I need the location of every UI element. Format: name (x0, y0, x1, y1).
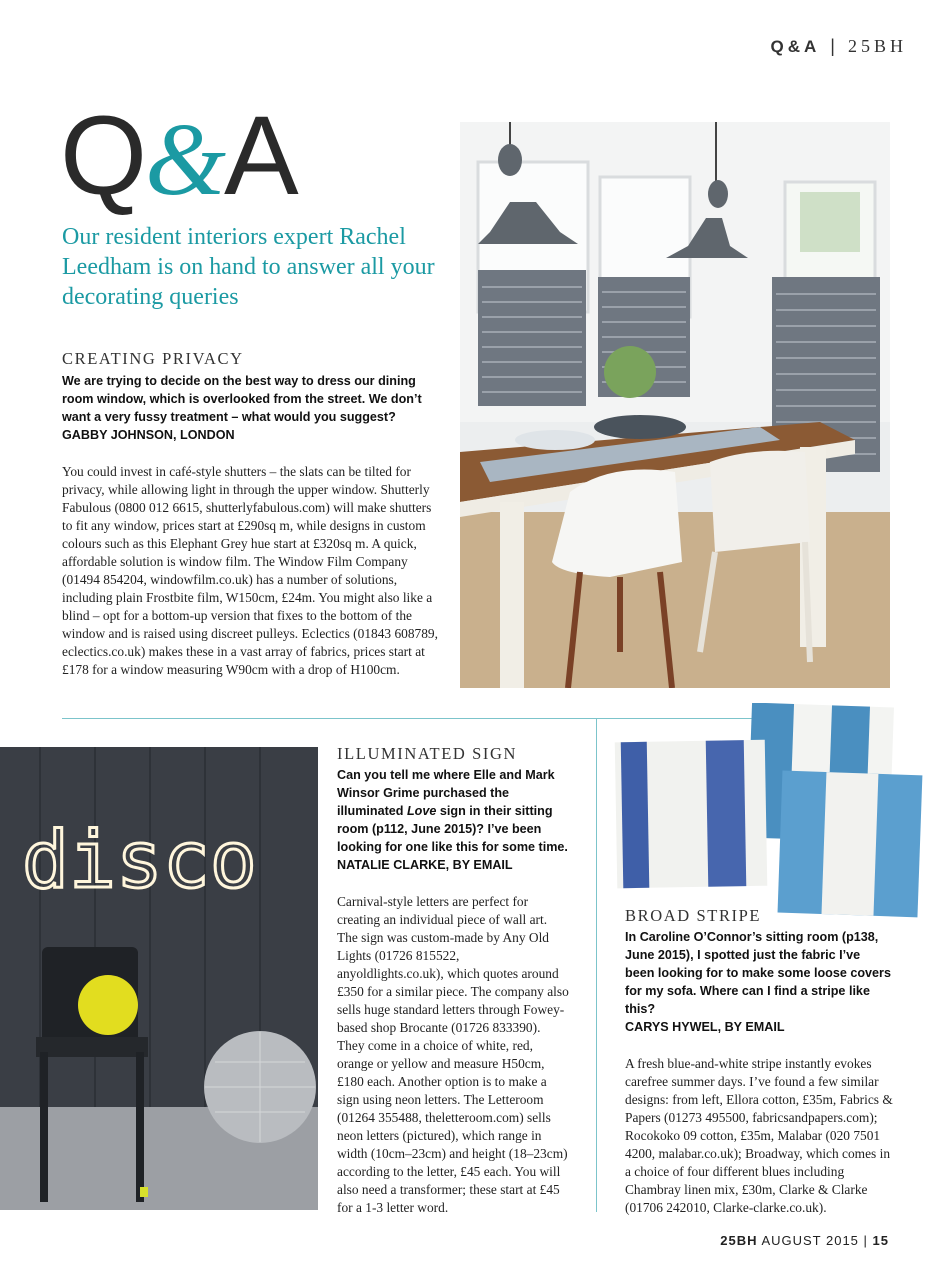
sign-question-emphasis: Love (406, 804, 437, 818)
stripe-answer: A fresh blue-and-white stripe instantly evokes carefree summer days. I’ve found a few similar designs: from left, Ellora cotton, £35m, Fabrics & Papers (01273 495500, fabricsandpapers.com); Rocokoko 09 cotton, £35m, Malabar (020 7501 4200, malabar.co.uk); Broadway, which comes in a choice of four different blues including Chambray linen mix, £30m, Clarke & Clarke (01706 242010, Clarke-clarke.co.uk). (625, 1056, 893, 1215)
ellora-swatch (615, 740, 768, 889)
privacy-question: We are trying to decide on the best way to dress our dining room window, which is overlooked from the street. We don’t want a very fussy treatment – what would you suggest? (62, 374, 422, 424)
stripe-asker: CARYS HYWEL, BY EMAIL (625, 1020, 785, 1034)
privacy-asker: GABBY JOHNSON, LONDON (62, 428, 235, 442)
yellow-balloon (78, 975, 138, 1035)
title-ampersand: & (145, 102, 225, 217)
privacy-heading: CREATING PRIVACY (62, 349, 244, 368)
stripe-question: In Caroline O’Connor’s sitting room (p138, June 2015), I spotted just the fabric I’ve been looking for to make some loose covers for my sofa. Where can I find a stripe like this? (625, 930, 891, 1016)
section-label: Q&A (770, 37, 821, 56)
stripe-section (625, 906, 893, 1217)
section-divider-vertical (596, 718, 597, 1212)
sign-question-text: Can you tell me where Elle and Mark Winsor Grime purchased the illuminated (337, 768, 555, 818)
page-number: 15 (872, 1233, 889, 1248)
footer-issue: AUGUST 2015 (761, 1233, 859, 1248)
stripe-heading: BROAD STRIPE (625, 906, 762, 925)
rocokoko-swatch (778, 771, 923, 918)
title-a: A (224, 93, 297, 218)
sign-answer: Carnival-style letters are perfect for creating an individual piece of wall art. The sign was custom-made by Any Old Lights (01726 815522, anyoldlights.co.uk), which quotes around £350 for a similar piece. The company also sells huge standard letters through Fowey-based shop Brocante (01726 833390). They come in a choice of white, red, orange or yellow and measure H50cm, £180 each. Another option is to make a sign using neon letters. The Letteroom (01264 355488, theletteroom.com) sells neon letters (pictured), which range in width (10cm–23cm) and height (18–23cm) according to the letter, £45 each. You will also need a transformer; these start at £45 for a 1-3 letter word. (337, 894, 569, 1215)
sign-asker: NATALIE CLARKE, BY EMAIL (337, 858, 513, 872)
privacy-answer: You could invest in café-style shutters – the slats can be tilted for privacy, while allowing light in through the upper window. Shutterly Fabulous (0800 012 6615, shutterlyfabulous.com) will make shutters to fit any window, prices start at £290sq m, while designs in custom colours such as this Elephant Grey hue start at £320sq m. A quick, affordable solution is window film. The Window Film Company (01494 854204, windowfilm.co.uk) has a number of solutions, including plain Frostbite film, W150cm, £24m. You might also like a blind – opt for a bottom-up version that fixes to the bottom of the window and is raised using discreet pulleys. Eclectics (01843 608789, eclectics.co.uk) makes these in a vast array of fabrics, prices start at £178 for a window measuring W90cm with a drop of H100cm. (62, 464, 438, 677)
footer-brand: 25BH (720, 1233, 758, 1248)
header-divider: | (830, 36, 838, 56)
sign-question-text-end: sign in their sitting room (p112, June 2015)? I’ve been looking for one like this for some time. (337, 804, 568, 854)
neon-disco-sign: disco (22, 816, 257, 906)
sign-heading: ILLUMINATED SIGN (337, 744, 518, 763)
dining-room-photo (460, 122, 890, 688)
intro-standfirst: Our resident interiors expert Rachel Leedham is on hand to answer all your decorating queries (62, 224, 435, 310)
running-header (771, 36, 907, 57)
header-brand: 25BH (847, 36, 907, 56)
privacy-section (62, 349, 442, 679)
sign-section (337, 744, 569, 1217)
page-footer (720, 1233, 889, 1248)
neon-disco-photo (0, 747, 318, 1210)
page-title (60, 93, 297, 218)
fabric-swatches (612, 703, 932, 918)
title-q: Q (60, 93, 146, 218)
sign-question (337, 766, 569, 856)
footer-divider: | (863, 1233, 873, 1248)
